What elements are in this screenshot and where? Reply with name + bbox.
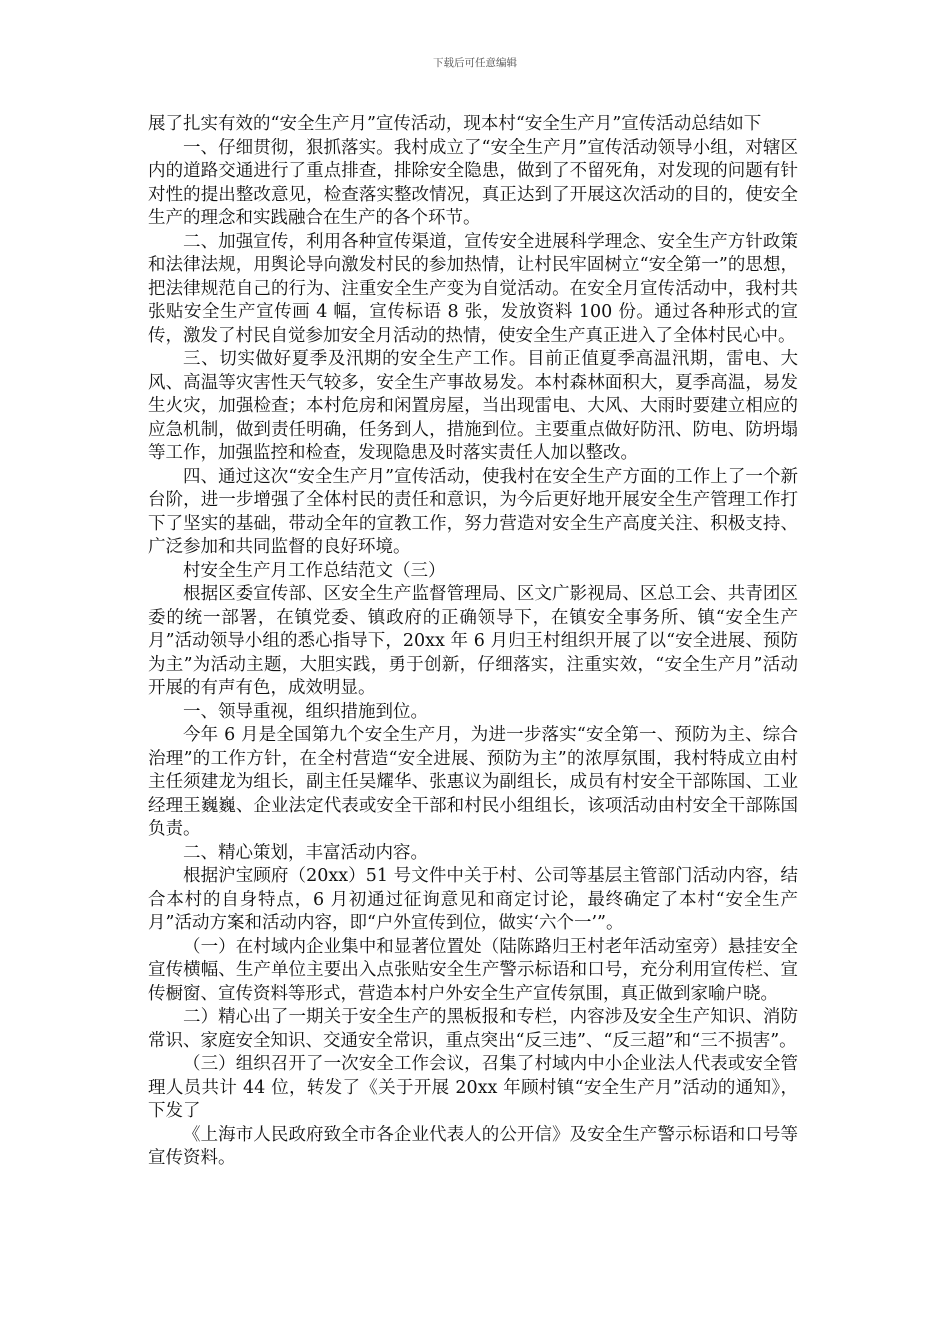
- paragraph: （三）组织召开了一次安全工作会议，召集了村域内中小企业法人代表或安全管理人员共计 44 位，转发了《关于开展 20xx 年顾村镇“安全生产月”活动的通知》，下发了: [148, 1054, 798, 1121]
- paragraph: 展了扎实有效的“安全生产月”宣传活动，现本村“安全生产月”宣传活动总结如下: [148, 114, 762, 134]
- paragraph: 根据沪宝顾府（20xx）51 号文件中关于村、公司等基层主管部门活动内容，结合本村的自身特点，6 月初通过征询意见和商定讨论，最终确定了本村“安全生产月”活动方案和活动内容，即“户外宣传到位，做实‘六个一’”。: [148, 866, 798, 933]
- section-heading: 一、领导重视，组织措施到位。: [183, 701, 428, 722]
- document-body: [148, 113, 798, 1171]
- paragraph: 一、仔细贯彻，狠抓落实。我村成立了“安全生产月”宣传活动领导小组，对辖区内的道路交通进行了重点排查，排除安全隐患，做到了不留死角，对发现的问题有针对性的提出整改意见，检查落实整改情况，真正达到了开展这次活动的目的，使安全生产的理念和实践融合在生产的各个环节。: [148, 137, 798, 228]
- page-header: 下载后可任意编辑: [433, 57, 517, 69]
- paragraph: 二）精心出了一期关于安全生产的黑板报和专栏，内容涉及安全生产知识、消防常识、家庭安全知识、交通安全常识，重点突出“反三违”、“反三超”和“三不损害”。: [148, 1007, 798, 1051]
- paragraph: 三、切实做好夏季及汛期的安全生产工作。目前正值夏季高温汛期，雷电、大风、高温等灾害性天气较多，安全生产事故易发。本村森林面积大，夏季高温，易发生火灾，加强检查；本村危房和闲置房屋，当出现雷电、大风、大雨时要建立相应的应急机制，做到责任明确，任务到人，措施到位。主要重点做好防汛、防电、防坍塌等工作，加强监控和检查，发现隐患及时落实责任人加以整改。: [148, 349, 798, 463]
- paragraph: （一）在村域内企业集中和显著位置处（陆陈路归王村老年活动室旁）悬挂安全宣传横幅、生产单位主要出入点张贴安全生产警示标语和口号，充分利用宣传栏、宣传橱窗、宣传资料等形式，营造本村户外安全生产宣传氛围，真正做到家喻户晓。: [148, 936, 798, 1004]
- paragraph: 《上海市人民政府致全市各企业代表人的公开信》及安全生产警示标语和口号等宣传资料。: [148, 1124, 798, 1168]
- paragraph: 根据区委宣传部、区安全生产监督管理局、区文广影视局、区总工会、共青团区委的统一部署，在镇党委、镇政府的正确领导下，在镇安全事务所、镇“安全生产月”活动领导小组的悉心指导下，20xx 年 6 月归王村组织开展了以“安全进展、预防为主”为活动主题，大胆实践，勇于创新，仔细落实，注重实效，“安全生产月”活动开展的有声有色，成效明显。: [148, 584, 798, 698]
- paragraph: 二、加强宣传，利用各种宣传渠道，宣传安全进展科学理念、安全生产方针政策和法律法规，用舆论导向激发村民的参加热情，让村民牢固树立“安全第一”的思想，把法律规范自己的行为、注重安全生产变为自觉活动。在安全月宣传活动中，我村共张贴安全生产宣传画 4 幅，宣传标语 8 张，发放资料 100 份。通过各种形式的宣传，激发了村民自觉参加安全月活动的热情，使安全生产真正进入了全体村民心中。: [148, 231, 798, 346]
- section-heading: 二、精心策划，丰富活动内容。: [183, 842, 428, 863]
- paragraph: 今年 6 月是全国第九个安全生产月，为进一步落实“安全第一、预防为主、综合治理”的工作方针，在全村营造“安全进展、预防为主”的浓厚氛围，我村特成立由村主任须建龙为组长，副主任吴耀华、张惠议为副组长，成员有村安全干部陈国、工业经理王巍巍、企业法定代表或安全干部和村民小组组长，该项活动由村安全干部陈国负责。: [148, 725, 798, 839]
- section-title: 村安全生产月工作总结范文（三）: [183, 560, 446, 581]
- paragraph: 四、通过这次“安全生产月”宣传活动，使我村在安全生产方面的工作上了一个新台阶，进一步增强了全体村民的责任和意识，为今后更好地开展安全生产管理工作打下了坚实的基础，带动全年的宣教工作，努力营造对安全生产高度关注、积极支持、广泛参加和共同监督的良好环境。: [148, 466, 798, 557]
